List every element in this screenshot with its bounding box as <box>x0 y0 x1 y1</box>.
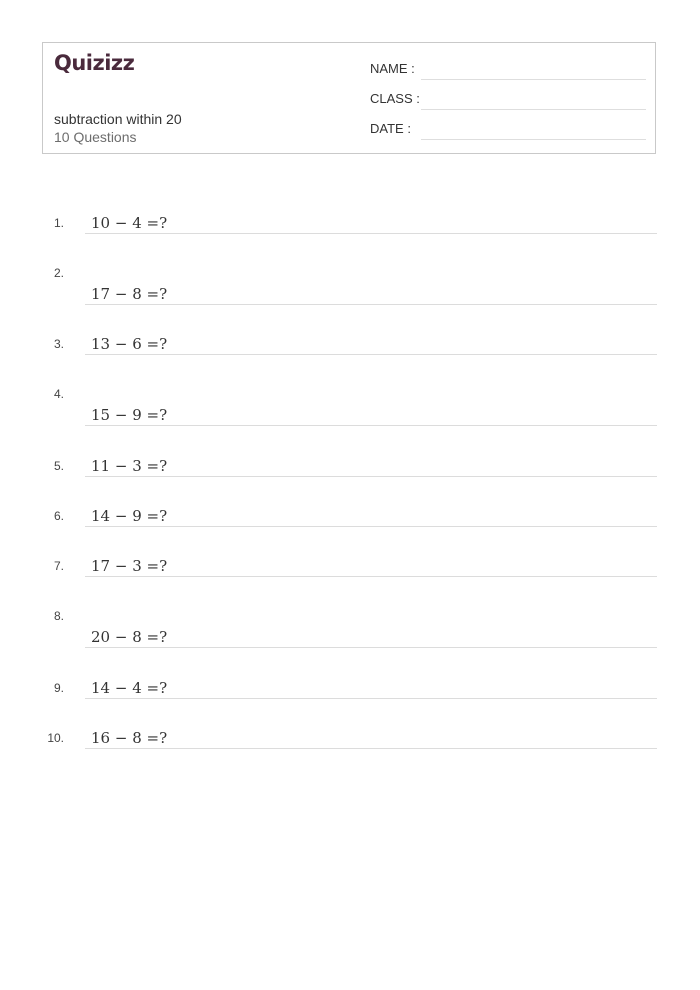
question-number: 10. <box>47 731 64 745</box>
class-label: CLASS : <box>370 91 420 106</box>
question-count: 10 Questions <box>54 129 137 145</box>
question-number: 5. <box>53 459 64 473</box>
date-line <box>421 139 646 140</box>
question-number: 7. <box>53 559 64 573</box>
answer-line[interactable] <box>85 425 657 426</box>
answer-line[interactable] <box>85 748 657 749</box>
question-text: 15 − 9 =? <box>91 406 168 424</box>
question-text: 20 − 8 =? <box>91 628 168 646</box>
question-text: 16 − 8 =? <box>91 729 168 747</box>
question-number: 3. <box>53 337 64 351</box>
question-text: 10 − 4 =? <box>91 214 168 232</box>
answer-line[interactable] <box>85 233 657 234</box>
question-number: 1. <box>53 216 64 230</box>
date-field[interactable] <box>370 121 646 141</box>
question-text: 13 − 6 =? <box>91 335 168 353</box>
question-number: 4. <box>53 387 64 401</box>
answer-line[interactable] <box>85 526 657 527</box>
question-number: 9. <box>53 681 64 695</box>
name-line <box>421 79 646 80</box>
answer-line[interactable] <box>85 576 657 577</box>
question-text: 11 − 3 =? <box>91 457 168 475</box>
answer-line[interactable] <box>85 647 657 648</box>
question-text: 17 − 3 =? <box>91 557 168 575</box>
quizizz-logo: Quizizz <box>54 51 135 75</box>
question-number: 2. <box>53 266 64 280</box>
class-line <box>421 109 646 110</box>
answer-line[interactable] <box>85 698 657 699</box>
question-text: 14 − 9 =? <box>91 507 168 525</box>
name-field[interactable] <box>370 61 646 81</box>
answer-line[interactable] <box>85 354 657 355</box>
worksheet-header <box>42 42 656 154</box>
class-field[interactable] <box>370 91 646 111</box>
answer-line[interactable] <box>85 304 657 305</box>
question-number: 8. <box>53 609 64 623</box>
worksheet-title: subtraction within 20 <box>54 111 182 127</box>
question-text: 17 − 8 =? <box>91 285 168 303</box>
date-label: DATE : <box>370 121 411 136</box>
answer-line[interactable] <box>85 476 657 477</box>
question-number: 6. <box>53 509 64 523</box>
name-label: NAME : <box>370 61 415 76</box>
question-text: 14 − 4 =? <box>91 679 168 697</box>
